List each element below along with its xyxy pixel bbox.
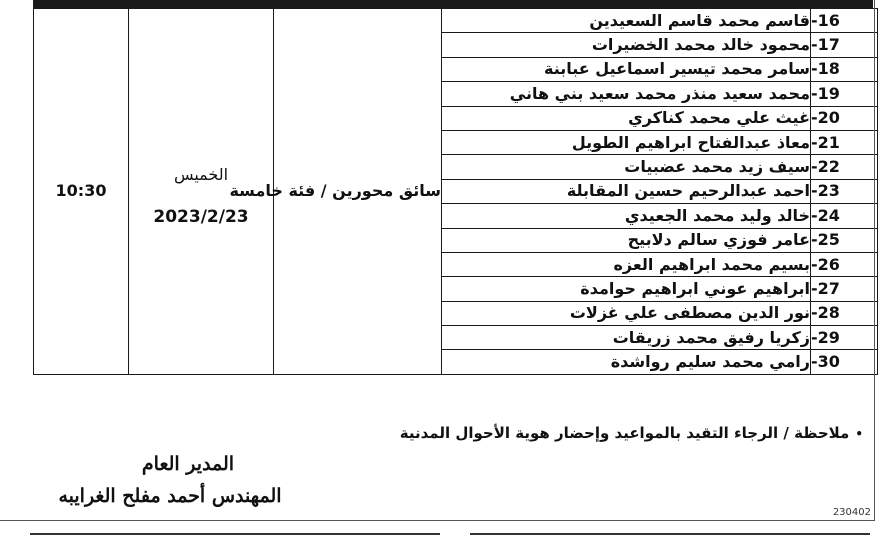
note-bullet: • [855,427,863,441]
candidate-name: نور الدين مصطفى علي غزلات [442,301,811,325]
row-number: -27 [811,277,878,301]
candidate-name: رامي محمد سليم رواشدة [442,350,811,374]
row-number: -19 [811,82,878,106]
signatory-name: المهندس أحمد مفلح الغرايبه [58,485,282,507]
candidate-name: سيف زيد محمد عضبيات [442,155,811,179]
row-number: -29 [811,326,878,350]
candidate-name: خالد وليد محمد الجعيدي [442,204,811,228]
candidate-name: بسيم محمد ابراهيم العزه [442,252,811,276]
candidate-name: عامر فوزي سالم دلابيح [442,228,811,252]
next-page-divider-right [470,533,870,535]
signatory-title: المدير العام [141,453,235,475]
exam-time: 10:30 [34,9,129,375]
row-number: -26 [811,252,878,276]
row-number: -24 [811,204,878,228]
candidate-name: قاسم محمد قاسم السعيدين [442,9,811,33]
next-page-divider-left [30,533,440,535]
row-number: -23 [811,179,878,203]
table-top-border [33,0,873,8]
note-line [400,424,863,442]
exam-day: الخميس [173,165,229,185]
exam-date: 2023/2/23 [153,207,249,228]
row-number: -20 [811,106,878,130]
table-row [34,9,878,33]
candidate-name: معاذ عبدالفتاح ابراهيم الطويل [442,130,811,154]
row-number: -28 [811,301,878,325]
candidate-name: زكريا رفيق محمد زريقات [442,326,811,350]
row-number: -17 [811,33,878,57]
candidate-name: احمد عبدالرحيم حسين المقابلة [442,179,811,203]
row-number: -30 [811,350,878,374]
candidate-name: ابراهيم عوني ابراهيم حوامدة [442,277,811,301]
note-text: ملاحظة / الرجاء التقيد بالمواعيد وإحضار هوية الأحوال المدنية [399,424,850,442]
row-number: -16 [811,9,878,33]
row-number: -25 [811,228,878,252]
candidate-name: سامر محمد تيسير اسماعيل عبابنة [442,57,811,81]
row-number: -21 [811,130,878,154]
candidate-name: محمد سعيد منذر محمد سعيد بني هاني [442,82,811,106]
document-code: 230402 [832,507,871,518]
page-bottom-edge [0,520,875,521]
candidate-name: محمود خالد محمد الخضيرات [442,33,811,57]
exam-schedule-table [33,8,878,375]
row-number: -22 [811,155,878,179]
row-number: -18 [811,57,878,81]
page-right-edge [874,0,875,521]
license-category: سائق محورين / فئة خامسة [274,9,442,375]
candidate-name: غيث علي محمد كناكري [442,106,811,130]
